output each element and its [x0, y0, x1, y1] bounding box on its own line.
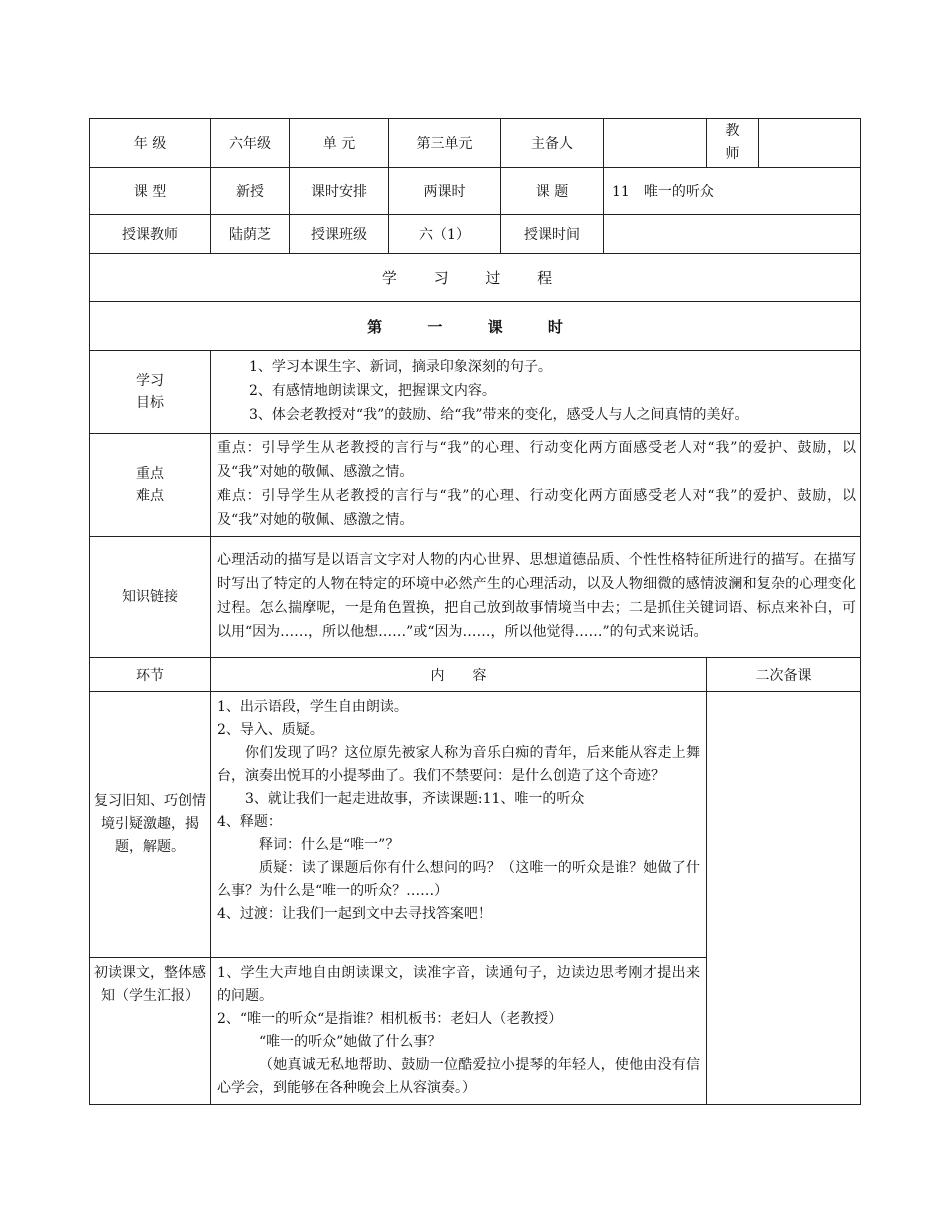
instructor-value: 陆荫芝 [211, 215, 290, 254]
class-label: 授课班级 [290, 215, 389, 254]
lesson-plan-page [89, 118, 860, 1105]
goals-label-line-1: 学习 [136, 373, 164, 389]
key-point-text: 重点：引导学生从老教授的言行与“我”的心理、行动变化两方面感受老人对“我”的爱护、鼓励，以及“我”对她的敬佩、感激之情。 [217, 440, 856, 480]
teacher-label-line-2: 师 [725, 146, 740, 162]
teaching-row [90, 215, 861, 254]
section-line: 2、“唯一的听众“是指谁？相机板书：老妇人（老教授） [217, 1011, 563, 1027]
header-row [90, 119, 861, 168]
lesson-title: 第 一 课 时 [90, 302, 861, 351]
lesson-plan-table [89, 118, 861, 1105]
teacher-label [707, 119, 759, 168]
key-points-row [90, 434, 861, 537]
goal-item: 3、体会老教授对“我”的鼓励、给“我”带来的变化，感受人与人之间真情的美好。 [249, 407, 749, 423]
goal-item: 2、有感情地朗读课文，把握课文内容。 [249, 383, 496, 399]
topic-label: 课 题 [501, 168, 604, 215]
section-line: 1、学生大声地自由朗读课文，读准字音，读通句子，边读边思考刚才提出来的问题。 [217, 965, 700, 1004]
topic-value: 11 唯一的听众 [604, 168, 861, 215]
schedule-value: 两课时 [389, 168, 501, 215]
goals-row [90, 351, 861, 434]
knowledge-text: 心理活动的描写是以语言文字对人物的内心世界、思想道德品质、个性性格特征所进行的描写。在描写时写出了特定的人物在特定的环境中必然产生的心理活动，以及人物细微的感情波澜和复杂的心理变化过程。怎么揣摩呢，一是角色置换，把自己放到故事情境当中去；二是抓住关键词语、标点来补白，可以用“因为……，所以他想……”或“因为……，所以他觉得……”的句式来说话。 [217, 552, 856, 640]
class-value: 六（1） [389, 215, 501, 254]
section-stage: 复习旧知、巧创情境引疑激趣，揭题，解题。 [90, 692, 211, 958]
goals-label [90, 351, 211, 434]
process-title: 学 习 过 程 [90, 254, 861, 302]
teacher-value [759, 119, 861, 168]
section-line: 4、过渡：让我们一起到文中去寻找答案吧！ [217, 906, 492, 922]
type-value: 新授 [211, 168, 290, 215]
time-value [604, 215, 861, 254]
knowledge-label: 知识链接 [90, 537, 211, 658]
section-line: 3、就让我们一起走进故事，齐读课题:11、唯一的听众 [245, 791, 585, 807]
grade-value: 六年级 [211, 119, 290, 168]
section-line: 质疑：读了课题后你有什么想问的吗？（这唯一的听众是谁？她做了什么事？为什么是“唯一的听众？……） [217, 860, 700, 899]
section-line: “唯一的听众”她做了什么事？ [259, 1034, 442, 1050]
section-stage: 初读课文，整体感知（学生汇报） [90, 958, 211, 1105]
instructor-label: 授课教师 [90, 215, 211, 254]
time-label: 授课时间 [501, 215, 604, 254]
second-prep-cell [707, 692, 861, 1105]
course-row [90, 168, 861, 215]
lead-value [604, 119, 707, 168]
unit-label: 单 元 [290, 119, 389, 168]
key-points-label-line-1: 重点 [136, 466, 164, 482]
unit-value: 第三单元 [389, 119, 501, 168]
goal-item: 1、学习本课生字、新词，摘录印象深刻的句子。 [249, 359, 552, 375]
lead-label: 主备人 [501, 119, 604, 168]
lesson-title-row [90, 302, 861, 351]
section-content [211, 692, 707, 958]
section-line: 释词：什么是“唯一”？ [259, 837, 400, 853]
knowledge-content [211, 537, 861, 658]
key-points-label-line-2: 难点 [136, 488, 164, 504]
process-title-row [90, 254, 861, 302]
grade-label: 年 级 [90, 119, 211, 168]
goals-label-line-2: 目标 [136, 395, 164, 411]
section-content [211, 958, 707, 1105]
schedule-label: 课时安排 [290, 168, 389, 215]
section-line: 你们发现了吗？这位原先被家人称为音乐白痴的青年，后来能从容走上舞台，演奏出悦耳的小提琴曲了。我们不禁要问：是什么创造了这个奇迹？ [217, 745, 700, 784]
key-points-content [211, 434, 861, 537]
teacher-label-line-1: 教 [725, 123, 740, 139]
section-line: 1、出示语段，学生自由朗读。 [217, 699, 408, 715]
section-line: （她真诚无私地帮助、鼓励一位酷爱拉小提琴的年轻人，使他由没有信心学会，到能够在各种晚会上从容演奏。） [217, 1057, 700, 1096]
stage-column-header: 环节 [90, 658, 211, 692]
goals-content [211, 351, 861, 434]
content-column-header: 内 容 [211, 658, 707, 692]
knowledge-row [90, 537, 861, 658]
section-line: 4、释题： [217, 814, 282, 830]
second-prep-column-header: 二次备课 [707, 658, 861, 692]
difficult-point-text: 难点：引导学生从老教授的言行与“我”的心理、行动变化两方面感受老人对“我”的爱护、鼓励，以及“我”对她的敬佩、感激之情。 [217, 488, 856, 528]
type-label: 课 型 [90, 168, 211, 215]
key-points-label [90, 434, 211, 537]
column-header-row [90, 658, 861, 692]
section-line: 2、导入、质疑。 [217, 722, 324, 738]
section-row [90, 692, 861, 958]
